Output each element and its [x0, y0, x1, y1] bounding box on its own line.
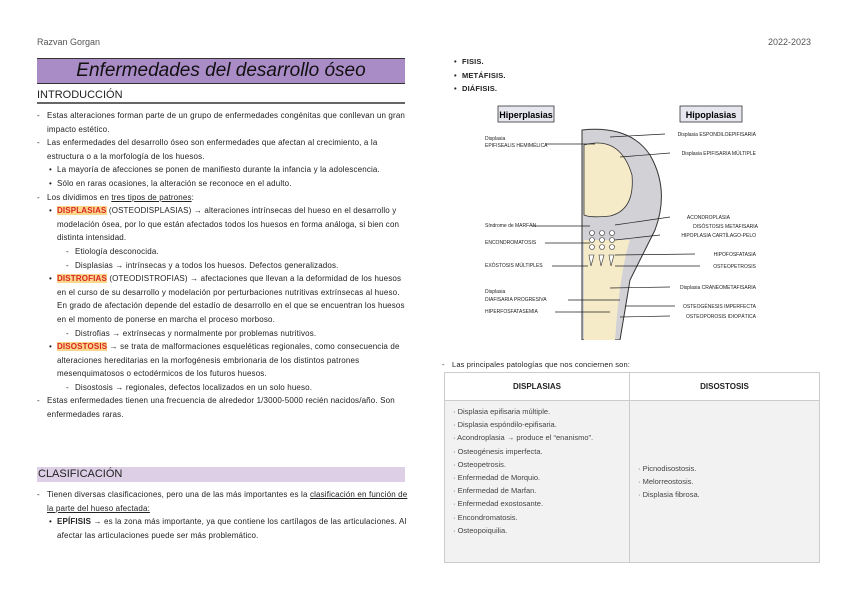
label: Displasia ESPONDILOEPIFISARIA [677, 132, 756, 138]
list-item: · Melorreostosis. [638, 475, 811, 488]
hipoplasias-header: Hipoplasias [685, 110, 737, 120]
label: DIAFISARIA PROGRESIVA [485, 297, 547, 303]
list-item: · Osteopoiquilia. [453, 524, 621, 537]
text: (OSTEODISPLASIAS) → alteraciones intrínsecas del hueso en el desarrollo y modelación ósea, por lo que están afectados todos los huesos en forma análoga, si bien con distinta intensidad. [57, 206, 400, 243]
clasificacion-content [37, 488, 409, 542]
label: OSTEOPETROSIS [713, 264, 756, 270]
pathologies-table [444, 372, 820, 563]
epifisis-tag: EPÍFISIS [57, 517, 92, 527]
epifisis-item [37, 515, 409, 542]
list-item: · Enfermedad de Morquio. [453, 471, 621, 484]
displ-sub2: - Displasias → intrínsecas y a todos los huesos. Defectos generalizados. [37, 259, 409, 273]
list-item: · Displasia epifisaria múltiple. [453, 405, 621, 418]
list-item: · Encondromatosis. [453, 511, 621, 524]
item-metafisis: • METÁFISIS. [450, 69, 650, 83]
label: Síndrome de MARFÁN [485, 223, 537, 229]
item-fisis: • FISIS. [450, 55, 650, 69]
label: HIPERFOSFATASEMIA [485, 309, 538, 315]
displasias-item [37, 204, 409, 245]
displasias-tag: DISPLASIAS [57, 206, 107, 216]
list-item: · Acondroplasia → produce el “enanismo”. [453, 431, 621, 444]
patterns-link: tres tipos de patrones [111, 192, 192, 202]
col-header-disostosis: DISOSTOSIS [630, 373, 820, 401]
bone-diagram [470, 100, 770, 340]
label: DISÓSTOSIS METAFISARIA [693, 224, 758, 230]
list-item: · Enfermedad exostosante. [453, 497, 621, 510]
text: (OTEODISTROFIAS) → afectaciones que llevan a la deformidad de los huesos en el curso de su desarrollo y modelación por perturbaciones nutritivas extrínsecas al hueso. En grado de afectación depende del estadío de desarrollo en el que se encuentran los huesos en el momento de ponerse en marcha el proceso morboso. [57, 274, 405, 324]
label: ACONDROPLASIA [686, 215, 730, 221]
label: EPIFISEALIS HEMIMÉLICA [485, 143, 548, 149]
disostosis-tag: DISOSTOSIS [57, 342, 108, 352]
page-title: Enfermedades del desarrollo óseo [37, 58, 405, 84]
label: ENCONDROMATOSIS [485, 240, 537, 246]
hiperplasias-header: Hiperplasias [499, 110, 553, 120]
label: HIPOFOSFATASIA [713, 252, 756, 258]
list-item: · Osteogénesis imperfecta. [453, 445, 621, 458]
label: OSTEOGÉNESIS IMPERFECTA [683, 304, 756, 310]
col-header-displasias: DISPLASIAS [445, 373, 630, 401]
intro-p4: - Estas enfermedades tienen una frecuencia de alrededor 1/3000-5000 recién nacidos/año. Son enfermedades raras. [37, 394, 409, 421]
text: Los dividimos en [47, 192, 112, 202]
distrofias-tag: DISTROFIAS [57, 274, 107, 284]
label: OSTEOPOROSIS IDIOPÁTICA [685, 314, 756, 320]
intro-p1: - Estas alteraciones forman parte de un grupo de enfermedades congénitas que conllevan un gran impacto estético. [37, 109, 409, 136]
distr-sub1: - Distrofias → extrínsecas y normalmente por problemas nutritivos. [37, 327, 409, 341]
label: HIPOPLASIA CARTÍLAGO-PELO [681, 233, 756, 239]
list-item: · Osteopetrosis. [453, 458, 621, 471]
disostosis-item [37, 340, 409, 381]
section-heading-clasificacion: CLASIFICACIÓN [37, 467, 405, 482]
item-diafisis: • DIÁFISIS. [450, 82, 650, 96]
intro-p3 [37, 191, 409, 205]
list-item: · Picnodisostosis. [638, 462, 811, 475]
clas-underlined: clasificación en función de la parte del hueso afectada: [47, 490, 408, 513]
intro-p2: - Las enfermedades del desarrollo óseo son enfermedades que afectan al crecimiento, a la estructura o a la morfología de los huesos. [37, 136, 409, 163]
list-item: · Enfermedad de Marfan. [453, 484, 621, 497]
clas-p1 [37, 488, 409, 515]
author: Razvan Gorgan [37, 37, 101, 47]
table-intro [442, 358, 822, 372]
table-intro-text: - Las principales patologías que nos conciernen son: [442, 358, 822, 372]
bone-parts-list [450, 55, 650, 96]
label: Displasia [485, 289, 506, 295]
year: 2022-2023 [767, 37, 811, 47]
text: : [191, 192, 194, 202]
label: Displasia [485, 136, 506, 142]
section-heading-intro: INTRODUCCIÓN [37, 89, 405, 104]
diso-sub1: - Disostosis → regionales, defectos localizados en un solo hueso. [37, 381, 409, 395]
text: Tienen diversas clasificaciones, pero una de las más importantes es la [47, 490, 310, 499]
label: Displasia CRANEOMETAFISARIA [679, 285, 756, 291]
intro-p2a: • La mayoría de afecciones se ponen de manifiesto durante la infancia y la adolescencia. [37, 163, 409, 177]
displ-sub1: - Etiología desconocida. [37, 245, 409, 259]
label: EXÓSTOSIS MÚLTIPLES [485, 263, 543, 269]
intro-content [37, 109, 409, 422]
intro-p2b: • Sólo en raras ocasiones, la alteración se reconoce en el adulto. [37, 177, 409, 191]
text: → se trata de malformaciones esqueléticas regionales, como consecuencia de alteraciones hereditarias en la morfogénesis embrionaria de los distintos patrones mesenquimatosos o ectodérmicos de los futuros huesos. [57, 342, 400, 379]
label: Displasia EPIFISARIA MÚLTIPLE [681, 151, 756, 157]
displasias-cell [445, 401, 630, 563]
distrofias-item [37, 272, 409, 326]
text: → es la zona más importante, ya que contiene los cartílagos de las articulaciones. Al afectar las articulaciones puede ser más problemático. [57, 517, 407, 540]
list-item: · Displasia espóndilo-epifisaria. [453, 418, 621, 431]
list-item: · Displasia fibrosa. [638, 488, 811, 501]
disostosis-cell [630, 401, 820, 563]
